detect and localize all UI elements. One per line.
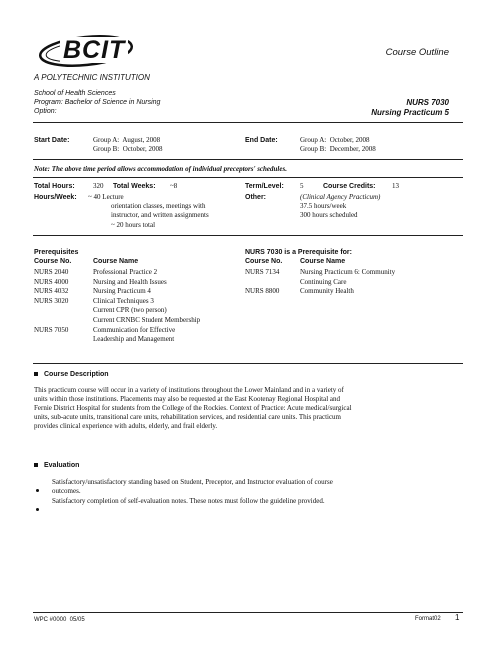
tagline: A POLYTECHNIC INSTITUTION (34, 73, 150, 82)
evaluation-item-line-1: Satisfactory/unsatisfactory standing based on Student, Preceptor, and Instructor evaluation of course (52, 478, 333, 486)
prereq-course-name: Nursing Practicum 4 (93, 287, 151, 296)
footer-format: Format02 (415, 616, 441, 622)
total-hours-value: 320 (93, 182, 104, 190)
bcit-logo (38, 30, 138, 72)
prerequisites-heading: Prerequisites (34, 249, 79, 256)
prereq-for-course-name: Nursing Practicum 6: Community (300, 268, 396, 276)
option-label: Option: (34, 108, 57, 115)
doc-type: Course Outline (385, 47, 449, 58)
description-line: This practicum course will occur in a variety of institutions throughout the Lower Mainland and in a variety of (34, 386, 344, 394)
prereq-course-no: NURS 7050 (34, 325, 69, 334)
description-line: provides clinical experience with adults, elderly, and frail elderly. (34, 422, 218, 430)
prerequisite-for-heading: NURS 7030 is a Prerequisite for: (245, 249, 352, 256)
prereq-course-name: Clinical Techniques 3 (93, 296, 154, 305)
page-number: 1 (455, 613, 460, 622)
section-bullet-icon (34, 372, 38, 376)
course-credits-label: Course Credits: (323, 183, 376, 190)
other-line-2: 37.5 hours/week (300, 202, 347, 210)
footer-divider (33, 612, 463, 613)
start-date-group-a: Group A: August, 2008 (93, 136, 161, 144)
section-bullet-icon (34, 463, 38, 467)
schedule-note: Note: The above time period allows accommodation of individual preceptors' schedules. (34, 165, 287, 173)
other-line-3: 300 hours scheduled (300, 211, 358, 219)
course-description-heading (34, 370, 109, 379)
prereq-course-no: NURS 4000 (34, 277, 69, 286)
course-credits-value: 13 (392, 182, 399, 190)
prereq-for-col-name: Course Name (300, 258, 346, 265)
other-label: Other: (245, 194, 266, 201)
prereq-course-name: Leadership and Management (93, 335, 175, 344)
hours-week-label: Hours/Week: (34, 194, 77, 201)
prereq-for-course-no: NURS 8800 (245, 287, 280, 296)
header-divider (33, 122, 463, 123)
prereq-course-no: NURS 4032 (34, 287, 69, 296)
evaluation-bullet-icon (36, 481, 39, 499)
term-level-value: 5 (300, 182, 304, 190)
evaluation-item-line-1: Satisfactory completion of self-evaluation notes. These notes must follow the guideline provided. (52, 497, 325, 505)
program-name: Program: Bachelor of Science in Nursing (34, 99, 161, 106)
course-description-title: Course Description (44, 371, 109, 378)
prereq-course-name: Nursing and Health Issues (93, 277, 167, 286)
prereq-course-name: Communication for Effective (93, 325, 176, 334)
dates-divider (33, 159, 463, 160)
logo-text: BCIT (60, 37, 128, 63)
description-line: units, sub-acute units, transitional care units, rehabilitation services, and residential care units. This practicum (34, 413, 342, 421)
end-date-group-a: Group A: October, 2008 (300, 136, 370, 144)
course-code: NURS 7030 (406, 98, 449, 107)
evaluation-item-line-2: outcomes. (52, 487, 81, 495)
prereq-for-course-name: Community Health (300, 287, 354, 296)
note-divider (33, 177, 463, 178)
other-line-1: (Clinical Agency Practicum) (300, 193, 381, 201)
footer-form-id: WPC #0000 05/05 (34, 617, 85, 623)
start-date-group-b: Group B: October, 2008 (93, 145, 163, 153)
evaluation-bullet-icon (36, 500, 39, 518)
total-weeks-label: Total Weeks: (113, 183, 156, 190)
evaluation-heading (34, 461, 79, 470)
prereq-course-name: Current CPR (two person) (93, 306, 167, 315)
start-date-label: Start Date: (34, 137, 70, 144)
prereq-course-no: NURS 2040 (34, 268, 69, 276)
prereq-for-course-no: NURS 7134 (245, 268, 280, 276)
description-line: units within those institutions. Placements may also be requested at the East Kootenay Regional Hospital and (34, 395, 341, 403)
total-hours-label: Total Hours: (34, 183, 75, 190)
hours-week-line-4: ~ 20 hours total (111, 221, 156, 229)
prereq-course-name: Professional Practice 2 (93, 268, 158, 276)
prereq-col-no: Course No. (34, 258, 72, 265)
description-line: Fernie District Hospital for students from the College of the Rockies. Context of Practice: Acute medical/surgical (34, 404, 352, 412)
course-title: Nursing Practicum 5 (371, 108, 449, 117)
prereq-for-col-no: Course No. (245, 258, 283, 265)
hours-divider (33, 235, 463, 236)
hours-week-line-1: ~ 40 Lecture (88, 193, 124, 201)
term-level-label: Term/Level: (245, 183, 284, 190)
prereq-col-name: Course Name (93, 258, 139, 265)
total-weeks-value: ~8 (170, 182, 178, 190)
school-name: School of Health Sciences (34, 90, 116, 97)
hours-week-line-2: orientation classes, meetings with (111, 202, 206, 210)
evaluation-title: Evaluation (44, 462, 80, 469)
prereq-divider (33, 363, 463, 364)
hours-week-line-3: instructor, and written assignments (111, 211, 209, 219)
end-date-label: End Date: (245, 137, 278, 144)
end-date-group-b: Group B: December, 2008 (300, 145, 376, 153)
prereq-course-name: Current CRNBC Student Membership (93, 316, 201, 324)
prereq-for-course-name: Continuing Care (300, 277, 347, 286)
course-description-body (34, 386, 474, 431)
prereq-course-no: NURS 3020 (34, 296, 69, 305)
